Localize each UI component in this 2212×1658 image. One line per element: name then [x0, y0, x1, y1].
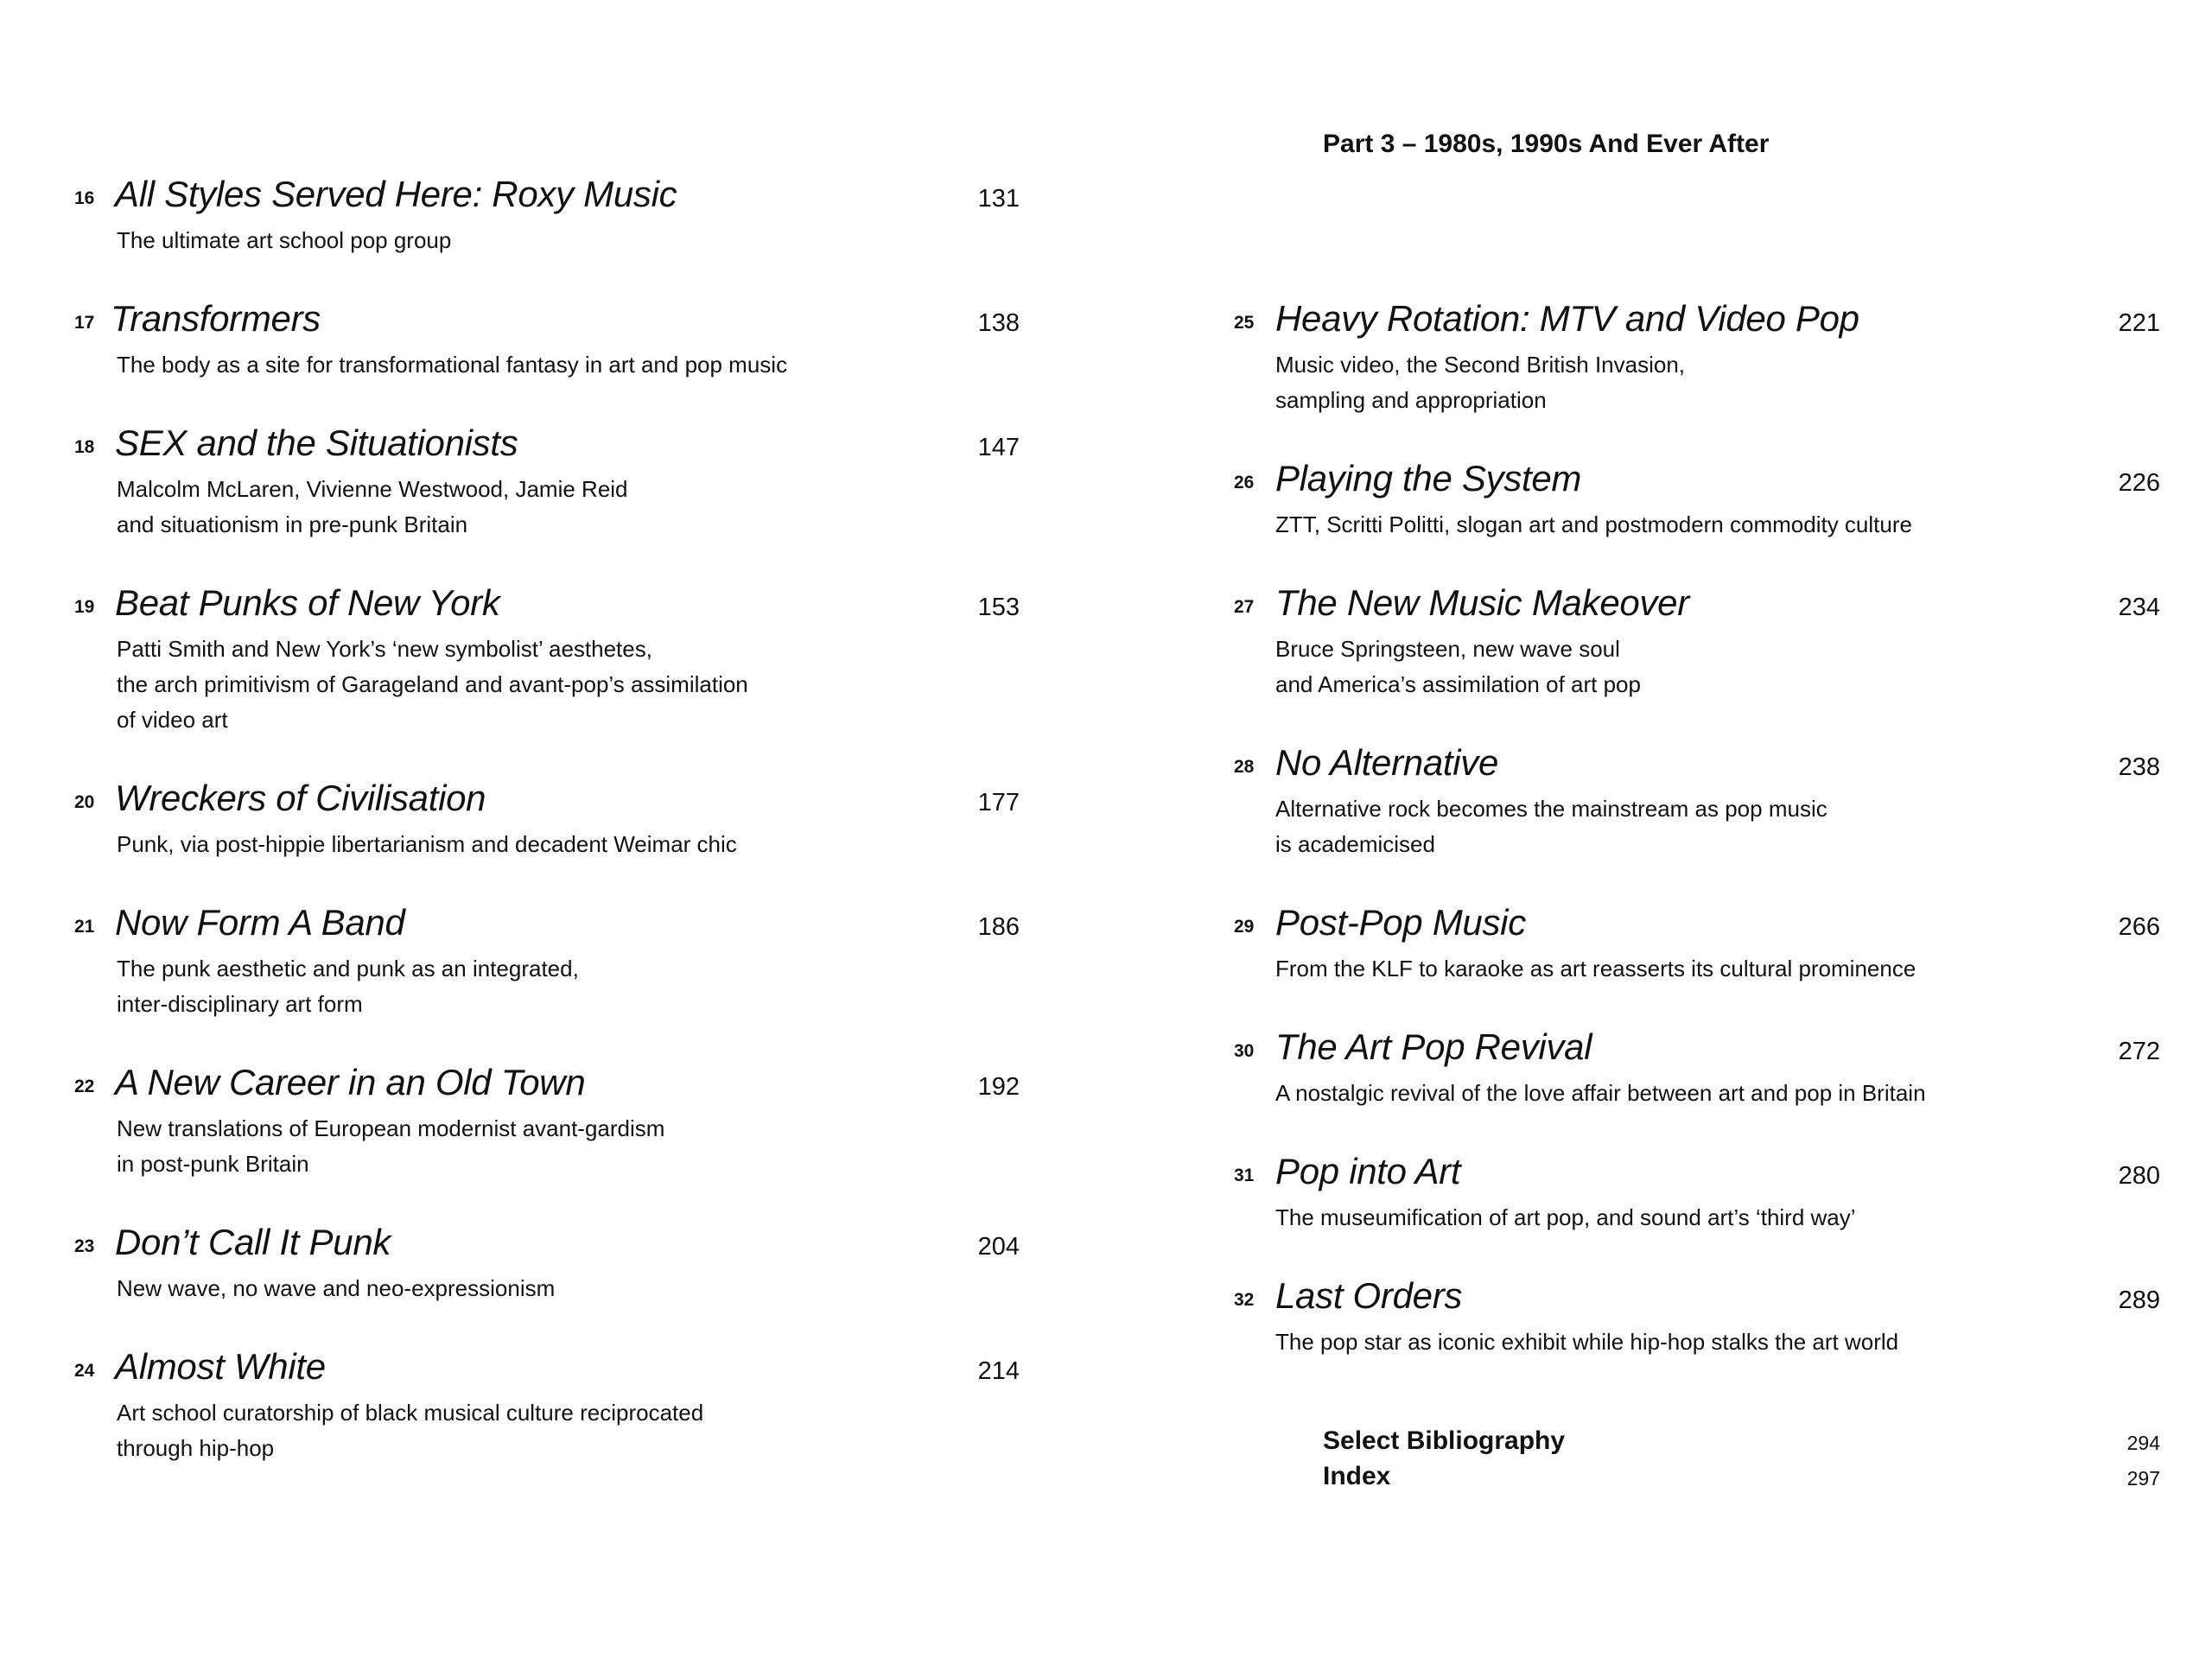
description-line: Art school curatorship of black musical culture reciprocated: [117, 1400, 704, 1426]
chapter-number: 18: [74, 437, 95, 457]
chapter-number: 25: [1234, 313, 1255, 333]
chapter-number: 20: [74, 792, 95, 812]
description-line: Alternative rock becomes the mainstream as pop music: [1275, 796, 1827, 822]
chapter-title: Now Form A Band: [115, 902, 405, 943]
chapter-title: Pop into Art: [1275, 1151, 1461, 1191]
description-line: The punk aesthetic and punk as an integrated,: [117, 956, 579, 981]
toc-entry[interactable]: [0, 422, 1020, 537]
page-number: 192: [977, 1073, 1020, 1101]
chapter-number: 23: [74, 1236, 95, 1256]
toc-entry[interactable]: [1106, 582, 2160, 697]
description-line: through hip-hop: [117, 1435, 275, 1461]
page-number: 294: [2126, 1432, 2160, 1454]
description-line: Music video, the Second British Invasion,: [1275, 352, 1686, 378]
description-line: The museumification of art pop, and sound art’s ‘third way’: [1275, 1204, 1856, 1230]
chapter-title: SEX and the Situationists: [115, 422, 518, 463]
chapter-number: 16: [74, 188, 95, 208]
chapter-number: 17: [74, 313, 95, 333]
chapter-number: 29: [1234, 917, 1255, 937]
page-number: 153: [977, 594, 1020, 621]
chapter-description: [117, 1271, 555, 1306]
toc-entry[interactable]: [0, 778, 1020, 857]
description-line: Bruce Springsteen, new wave soul: [1275, 636, 1620, 662]
toc-entry[interactable]: [0, 174, 1020, 253]
page-number: 272: [2118, 1038, 2160, 1065]
chapter-description: [1275, 791, 1827, 862]
chapter-description: [1275, 1200, 1856, 1236]
description-line: is academicised: [1275, 831, 1435, 857]
chapter-description: [117, 347, 787, 383]
chapter-number: 28: [1234, 757, 1255, 777]
toc-entry[interactable]: [0, 1222, 1020, 1301]
description-line: in post-punk Britain: [117, 1151, 309, 1177]
description-line: Malcolm McLaren, Vivienne Westwood, Jamie Reid: [117, 476, 628, 502]
chapter-title: Post-Pop Music: [1275, 902, 1526, 943]
toc-entry[interactable]: [0, 1062, 1020, 1177]
chapter-description: [117, 951, 579, 1022]
chapter-title: Last Orders: [1275, 1275, 1463, 1316]
toc-entry[interactable]: [1106, 1151, 2160, 1230]
toc-entry[interactable]: [0, 1346, 1020, 1461]
chapter-number: 26: [1234, 473, 1255, 492]
chapter-description: [1275, 632, 1641, 702]
back-matter-label: Index: [1323, 1462, 1391, 1490]
description-line: The pop star as iconic exhibit while hip-hop stalks the art world: [1275, 1329, 1899, 1355]
page-number: 226: [2118, 469, 2160, 497]
chapter-number: 27: [1234, 597, 1255, 617]
description-line: The ultimate art school pop group: [117, 227, 452, 253]
description-line: New translations of European modernist avant-gardism: [117, 1115, 665, 1141]
chapter-description: [1275, 347, 1685, 418]
chapter-description: [1275, 507, 1912, 543]
chapter-title: Playing the System: [1275, 458, 1582, 499]
chapter-title: The New Music Makeover: [1275, 582, 1689, 623]
description-line: the arch primitivism of Garageland and avant-pop’s assimilation: [117, 671, 748, 697]
back-matter-bibliography[interactable]: [1323, 1426, 2160, 1455]
chapter-title: Wreckers of Civilisation: [115, 778, 486, 818]
page-number: 221: [2118, 309, 2160, 337]
description-line: A nostalgic revival of the love affair between art and pop in Britain: [1275, 1080, 1926, 1106]
description-line: inter-disciplinary art form: [117, 991, 363, 1017]
description-line: and situationism in pre-punk Britain: [117, 511, 468, 537]
chapter-description: [117, 223, 451, 258]
toc-entry[interactable]: [1106, 298, 2160, 413]
description-line: and America’s assimilation of art pop: [1275, 671, 1641, 697]
toc-entry[interactable]: [0, 902, 1020, 1017]
toc-entry[interactable]: [1106, 902, 2160, 981]
chapter-title: The Art Pop Revival: [1275, 1026, 1592, 1067]
toc-entry[interactable]: [1106, 458, 2160, 537]
chapter-description: [1275, 1324, 1898, 1360]
chapter-title: Don’t Call It Punk: [115, 1222, 391, 1262]
chapter-description: [117, 1395, 703, 1466]
description-line: ZTT, Scritti Politti, slogan art and postmodern commodity culture: [1275, 511, 1912, 537]
chapter-title: Heavy Rotation: MTV and Video Pop: [1275, 298, 1859, 339]
description-line: The body as a site for transformational fantasy in art and pop music: [117, 352, 788, 378]
back-matter-index[interactable]: [1323, 1462, 2160, 1490]
right-page: [1106, 0, 2212, 1658]
chapter-number: 32: [1234, 1290, 1255, 1310]
part-heading: Part 3 – 1980s, 1990s And Ever After: [1323, 130, 1770, 158]
back-matter-label: Select Bibliography: [1323, 1426, 1566, 1455]
chapter-description: [1275, 951, 1916, 987]
page-number: 238: [2118, 753, 2160, 781]
chapter-description: [117, 632, 748, 738]
page-number: 131: [977, 185, 1020, 213]
page-number: 280: [2118, 1162, 2160, 1190]
description-line: of video art: [117, 707, 228, 733]
toc-entry[interactable]: [1106, 742, 2160, 857]
chapter-description: [117, 1111, 664, 1182]
page-number: 204: [977, 1233, 1020, 1261]
page-number: 297: [2126, 1467, 2160, 1490]
chapter-title: All Styles Served Here: Roxy Music: [115, 174, 677, 214]
page-number: 138: [977, 309, 1020, 337]
page-number: 266: [2118, 913, 2160, 941]
chapter-number: 24: [74, 1361, 95, 1381]
chapter-description: [117, 827, 737, 862]
page-number: 289: [2118, 1286, 2160, 1314]
chapter-number: 30: [1234, 1041, 1255, 1061]
description-line: From the KLF to karaoke as art reasserts its cultural prominence: [1275, 956, 1916, 981]
chapter-title: Almost White: [115, 1346, 326, 1387]
description-line: Patti Smith and New York’s ‘new symbolist’ aesthetes,: [117, 636, 652, 662]
chapter-title: A New Career in an Old Town: [115, 1062, 586, 1102]
chapter-title: Beat Punks of New York: [115, 582, 500, 623]
page-number: 186: [977, 913, 1020, 941]
toc-entry[interactable]: [1106, 1026, 2160, 1106]
page-number: 214: [977, 1357, 1020, 1385]
page-number: 177: [977, 789, 1020, 816]
chapter-number: 19: [74, 597, 95, 617]
toc-entry[interactable]: [0, 582, 1020, 733]
chapter-number: 31: [1234, 1166, 1255, 1185]
page-number: 234: [2118, 594, 2160, 621]
page-number: 147: [977, 434, 1020, 461]
chapter-title: No Alternative: [1275, 742, 1499, 783]
chapter-number: 21: [74, 917, 95, 937]
description-line: sampling and appropriation: [1275, 387, 1547, 413]
chapter-description: [117, 472, 628, 543]
description-line: Punk, via post-hippie libertarianism and decadent Weimar chic: [117, 831, 737, 857]
description-line: New wave, no wave and neo-expressionism: [117, 1275, 556, 1301]
toc-entry[interactable]: [0, 298, 1020, 378]
chapter-title: Transformers: [111, 298, 321, 339]
chapter-number: 22: [74, 1077, 95, 1096]
chapter-description: [1275, 1076, 1926, 1111]
